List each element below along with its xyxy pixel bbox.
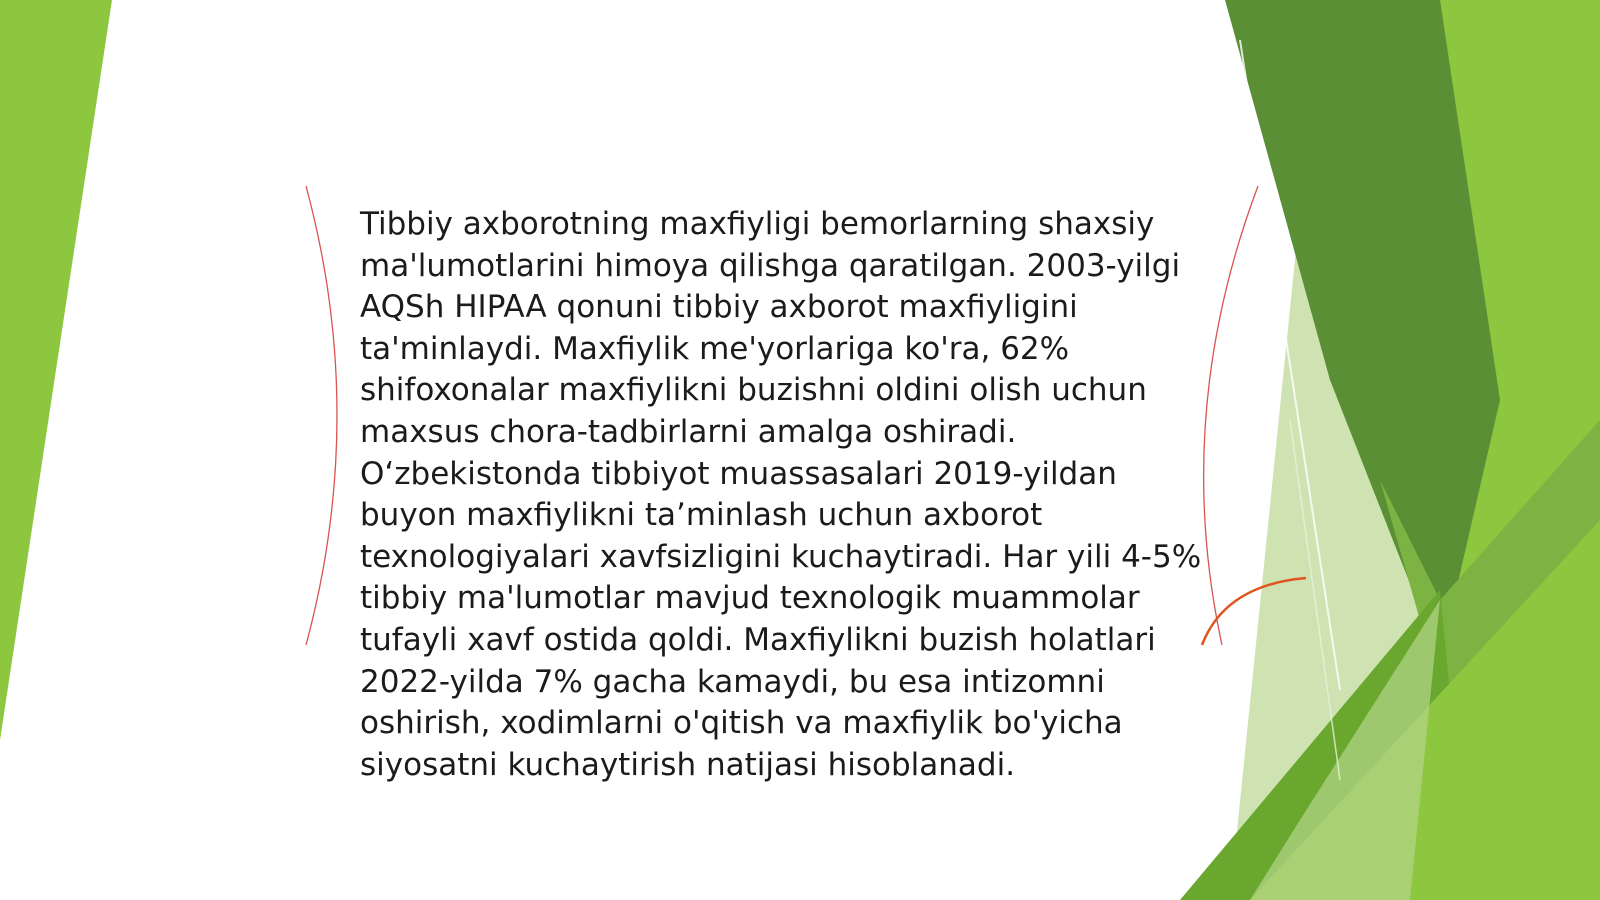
left-bracket (306, 186, 337, 645)
slide-body-text: Tibbiy axborotning maxfiyligi bemorlarning shaxsiy ma'lumotlarini himoya qilishga qaratilgan. 2003-yilgi AQSh HIPAA qonuni tibbiy axborot maxfiyligini ta'minlaydi. Maxfiylik me'yorlariga ko'ra, 62% shifoxonalar maxfiylikni buzishni oldini olish uchun maxsus chora-tadbirlarni amalga oshiradi. O‘zbekistonda tibbiyot muassasalari 2019-yildan buyon maxfiylikni ta’minlash uchun axborot texnologiyalari xavfsizligini kuchaytiradi. Har yili 4-5% tibbiy ma'lumotlar mavjud texnologik muammolar tufayli xavf ostida qoldi. Maxfiylikni buzish holatlari 2022-yilda 7% gacha kamaydi, bu esa intizomni oshirish, xodimlarni o'qitish va maxfiylik bo'yicha siyosatni kuchaytirish natijasi hisoblanadi. (360, 206, 1202, 783)
left-green-band (0, 0, 112, 740)
